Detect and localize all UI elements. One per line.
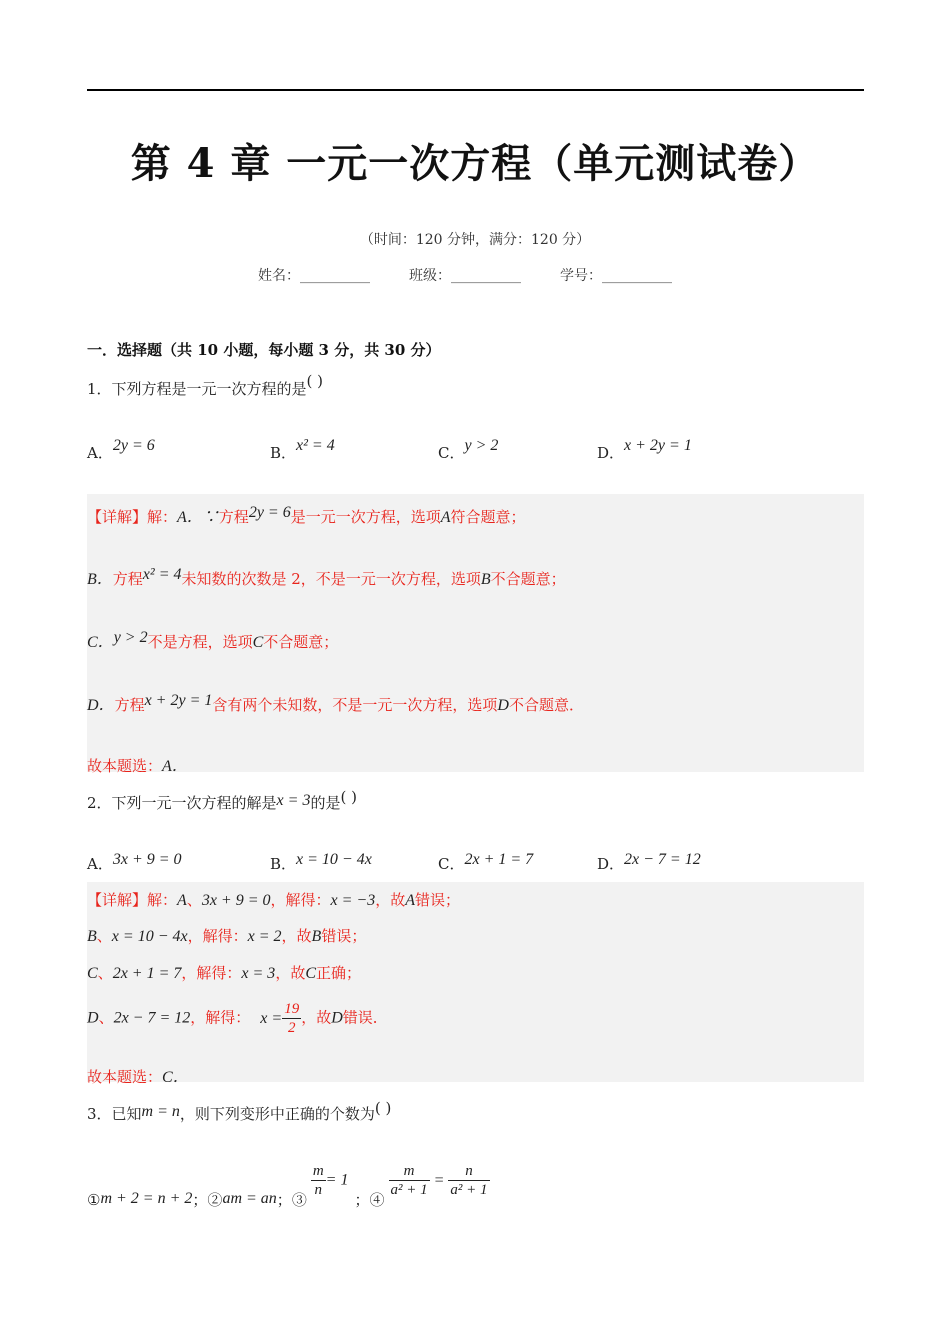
question-3-stem — [87, 1099, 392, 1124]
option-letter: D． — [597, 855, 625, 873]
item-separator: ； — [192, 1190, 208, 1209]
fraction-denominator: n — [314, 1182, 322, 1198]
option-letter: A． — [87, 855, 113, 873]
option-ref: C — [252, 634, 264, 651]
answer-text: 是一元一次方程，选项 — [290, 508, 441, 526]
option-expr: 3x + 9 = 0 — [112, 851, 182, 868]
answer-text: ，解得： — [270, 891, 331, 909]
answer-result: x = 3 — [241, 965, 276, 982]
option-ref: C — [305, 965, 316, 982]
option-expr: 2x − 7 = 12 — [624, 851, 701, 868]
item-expr: = 1 — [325, 1171, 349, 1189]
option-expr: y > 2 — [464, 437, 499, 454]
answer-text: ，解得： — [181, 964, 242, 982]
fraction-m-over-a2-plus-1 — [389, 1162, 430, 1199]
question-2-stem — [87, 788, 357, 813]
q1-answer-line-1 — [87, 504, 526, 527]
question-1-text: 1．下列方程是一元一次方程的是 — [87, 380, 307, 398]
item-expr: = — [433, 1171, 445, 1189]
q2-answer-line-4 — [87, 1000, 388, 1037]
answer-expr: 2x − 7 = 12 — [113, 1009, 191, 1027]
option-expr: 2x + 1 = 7 — [464, 851, 534, 868]
answer-text: 方程 — [112, 570, 143, 588]
answer-text: 不合题意； — [263, 633, 339, 651]
item-expr: am = an — [222, 1189, 277, 1207]
answer-text: 不合题意； — [490, 570, 566, 588]
question-3-items — [87, 1162, 490, 1209]
fraction-19-over-2 — [282, 1000, 301, 1037]
option-ref: A — [177, 892, 187, 909]
option-ref: A — [405, 892, 416, 909]
option-expr: 2y = 6 — [112, 437, 155, 454]
answer-text: 错误； — [321, 927, 367, 945]
option-letter: A． — [87, 444, 113, 462]
option-ref: D — [497, 697, 509, 714]
answer-choice: C． — [162, 1069, 189, 1086]
answer-text: 正确； — [316, 964, 362, 982]
item-separator: ； — [354, 1190, 370, 1209]
item-marker: ④ — [369, 1190, 385, 1209]
answer-text: 、 — [98, 1008, 114, 1027]
answer-text: ，解得： — [190, 1008, 251, 1027]
answer-expr: 2x + 1 = 7 — [112, 965, 182, 982]
q2-option-a — [87, 853, 182, 874]
question-1-stem — [87, 372, 324, 399]
answer-text: 方程 — [218, 508, 249, 526]
fraction-numerator: m — [389, 1162, 430, 1181]
answer-text: 含有两个未知数，不是一元一次方程，选项 — [212, 696, 498, 714]
answer-expr: y > 2 — [113, 629, 148, 646]
option-ref: D． — [87, 697, 115, 714]
q1-answer-conclusion — [87, 753, 188, 776]
question-1-paren: ( ) — [306, 372, 324, 390]
option-letter: D． — [597, 444, 625, 462]
option-letter: B． — [270, 855, 297, 873]
answer-text: 不是方程，选项 — [147, 633, 253, 651]
answer-text: 错误． — [342, 1008, 388, 1027]
fraction-denominator: a² + 1 — [390, 1182, 428, 1198]
question-2-text: 2．下列一元一次方程的解是 — [87, 794, 277, 812]
section-heading: 一．选择题（共 10 小题，每小题 3 分，共 30 分） — [87, 341, 441, 359]
fraction-numerator: 19 — [284, 1001, 300, 1017]
answer-text: 、 — [96, 927, 112, 945]
option-ref: A — [440, 509, 451, 526]
question-2-expr: x = 3 — [276, 792, 311, 809]
answer-result: x = 2 — [247, 928, 282, 945]
q2-option-c — [438, 853, 533, 874]
option-ref: C — [87, 965, 98, 982]
item-marker: ② — [207, 1190, 223, 1209]
option-ref: B — [480, 571, 491, 588]
q1-answer-line-3 — [87, 629, 338, 652]
answer-expr: 3x + 9 = 0 — [201, 892, 271, 909]
answer-text: 符合题意； — [450, 508, 526, 526]
answer-text: ，解得： — [187, 927, 248, 945]
option-expr: x = 10 − 4x — [296, 851, 372, 868]
answer-text: 、 — [97, 964, 113, 982]
answer-choice: A． — [162, 758, 188, 775]
question-3-paren: ( ) — [374, 1099, 392, 1117]
option-ref: A．∵ — [177, 509, 219, 526]
answer-text: 故本题选： — [87, 757, 163, 775]
option-ref: B — [311, 928, 322, 945]
answer-text: ，故 — [281, 927, 312, 945]
option-ref: B — [87, 928, 97, 945]
q1-answer-line-4 — [87, 692, 584, 715]
item-marker: ③ — [291, 1190, 307, 1209]
answer-tag: 【详解】解： — [87, 508, 178, 526]
q1-answer-line-2 — [87, 566, 566, 589]
item-separator: ； — [276, 1190, 292, 1209]
q1-option-a — [87, 437, 155, 463]
option-ref: D — [87, 1009, 99, 1027]
option-letter: C． — [438, 444, 465, 462]
q2-answer-conclusion — [87, 1064, 189, 1087]
q2-option-d — [597, 853, 701, 874]
option-letter: C． — [438, 855, 465, 873]
fraction-numerator: m — [312, 1163, 324, 1179]
fraction-n-over-a2-plus-1 — [448, 1162, 489, 1199]
answer-expr: x² = 4 — [142, 566, 182, 583]
name-field-label: 姓名：__________ — [258, 268, 370, 284]
answer-text: 不合题意． — [508, 696, 584, 714]
option-ref: C． — [87, 634, 114, 651]
question-2-paren: ( ) — [340, 788, 357, 806]
answer-text: 错误； — [415, 891, 461, 909]
page-title: 第 4 章 一元一次方程（单元测试卷） — [130, 140, 820, 187]
student-id-field-label: 学号：__________ — [560, 268, 672, 284]
fraction-denominator: 2 — [287, 1020, 296, 1036]
answer-text: ，故 — [301, 1008, 332, 1027]
answer-expr: x + 2y = 1 — [144, 692, 213, 709]
fraction-m-over-n — [311, 1162, 326, 1199]
class-field-label: 班级：__________ — [409, 268, 521, 284]
option-expr: x² = 4 — [296, 437, 335, 454]
answer-result: x = — [260, 1009, 283, 1027]
q1-option-d — [597, 437, 692, 463]
option-expr: x + 2y = 1 — [624, 437, 692, 454]
answer-text: 故本题选： — [87, 1068, 163, 1086]
fraction-denominator: a² + 1 — [450, 1182, 488, 1198]
item-expr: m + 2 = n + 2 — [100, 1189, 193, 1207]
answer-expr: x = 10 − 4x — [111, 928, 188, 945]
option-letter: B． — [270, 444, 297, 462]
question-3-expr: m = n — [141, 1103, 180, 1120]
item-marker: ① — [87, 1190, 101, 1209]
time-info: （时间：120 分钟，满分：120 分） — [359, 232, 591, 248]
fraction-numerator: n — [448, 1162, 489, 1181]
question-2-text: 的是 — [310, 794, 341, 812]
answer-text: ，故 — [275, 964, 306, 982]
question-3-text: 3．已知 — [87, 1105, 142, 1123]
answer-text: 未知数的次数是 2，不是一元一次方程，选项 — [181, 570, 481, 588]
q1-option-b — [270, 437, 335, 463]
answer-expr: 2y = 6 — [248, 504, 291, 521]
q2-answer-line-3 — [87, 962, 361, 983]
option-ref: B． — [87, 571, 113, 588]
answer-text: 方程 — [114, 696, 145, 714]
q2-option-b — [270, 853, 372, 874]
answer-result: x = −3 — [330, 892, 376, 909]
answer-text: ，故 — [375, 891, 406, 909]
q2-answer-line-2 — [87, 925, 366, 946]
q1-option-c — [438, 437, 499, 463]
option-ref: D — [331, 1009, 343, 1027]
answer-text: 、 — [186, 891, 202, 909]
top-rule — [87, 89, 864, 91]
q2-answer-line-1 — [87, 889, 460, 910]
question-3-text: ，则下列变形中正确的个数为 — [179, 1105, 375, 1123]
answer-tag: 【详解】解： — [87, 891, 178, 909]
